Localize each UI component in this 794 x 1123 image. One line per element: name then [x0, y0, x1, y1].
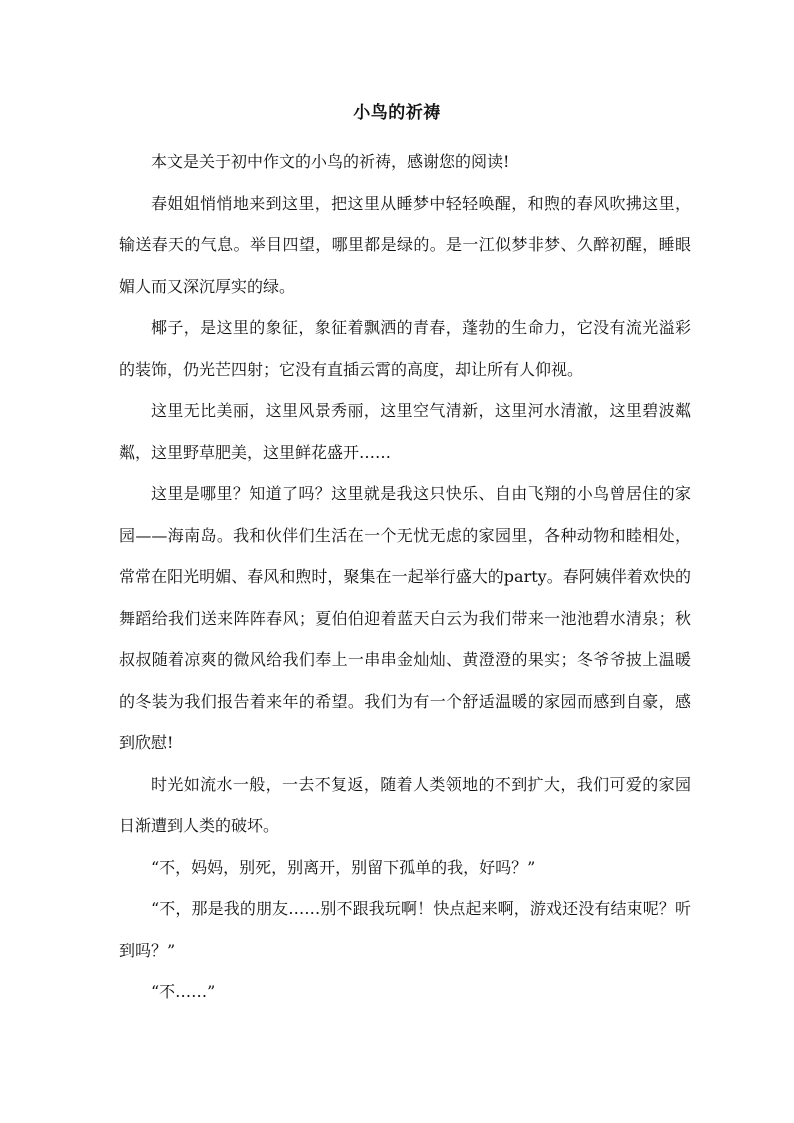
paragraph-spring: 春姐姐悄悄地来到这里，把这里从睡梦中轻轻唤醒，和煦的春风吹拂这里，输送春天的气息。举目四望，哪里都是绿的。是一江似梦非梦、久醉初醒，睡眼媚人而又深沉厚实的绿。 [119, 193, 691, 296]
paragraph-homeland: 这里是哪里？知道了吗？这里就是我这只快乐、自由飞翔的小鸟曾居住的家园——海南岛。我和伙伴们生活在一个无忧无虑的家园里，各种动物和睦相处，常常在阳光明媚、春风和煦时，聚集在一起举行盛大的party。春阿姨伴着欢快的舞蹈给我们送来阵阵春风；夏伯伯迎着蓝天白云为我们带来一池池碧水清泉；秋叔叔随着凉爽的微风给我们奉上一串串金灿灿、黄澄澄的果实；冬爷爷披上温暖的冬装为我们报告着来年的希望。我们为有一个舒适温暖的家园而感到自豪，感到欣慰! [119, 484, 691, 752]
paragraph-dialogue-end: “不……” [151, 982, 216, 1001]
paragraph-scenery: 这里无比美丽，这里风景秀丽，这里空气清新，这里河水清澈，这里碧波粼粼，这里野草肥美，这里鲜花盛开…… [119, 401, 691, 462]
paragraph-coconut: 椰子，是这里的象征，象征着飘洒的青春，蓬勃的生命力，它没有流光溢彩的装饰，仍光芒四射；它没有直插云霄的高度，却让所有人仰视。 [119, 318, 691, 379]
document-body [119, 141, 691, 1013]
paragraph-dialogue-friend: “不，那是我的朋友……别不跟我玩啊！快点起来啊，游戏还没有结束呢？听到吗？” [119, 899, 691, 960]
paragraph-destruction: 时光如流水一般，一去不复返，随着人类领地的不到扩大，我们可爱的家园日渐遭到人类的破坏。 [119, 774, 691, 835]
paragraph-dialogue-mother: “不，妈妈，别死，别离开，别留下孤单的我，好吗？” [151, 857, 536, 877]
paragraph-intro: 本文是关于初中作文的小鸟的祈祷，感谢您的阅读! [151, 152, 510, 171]
document-title: 小鸟的祈祷 [353, 103, 441, 123]
